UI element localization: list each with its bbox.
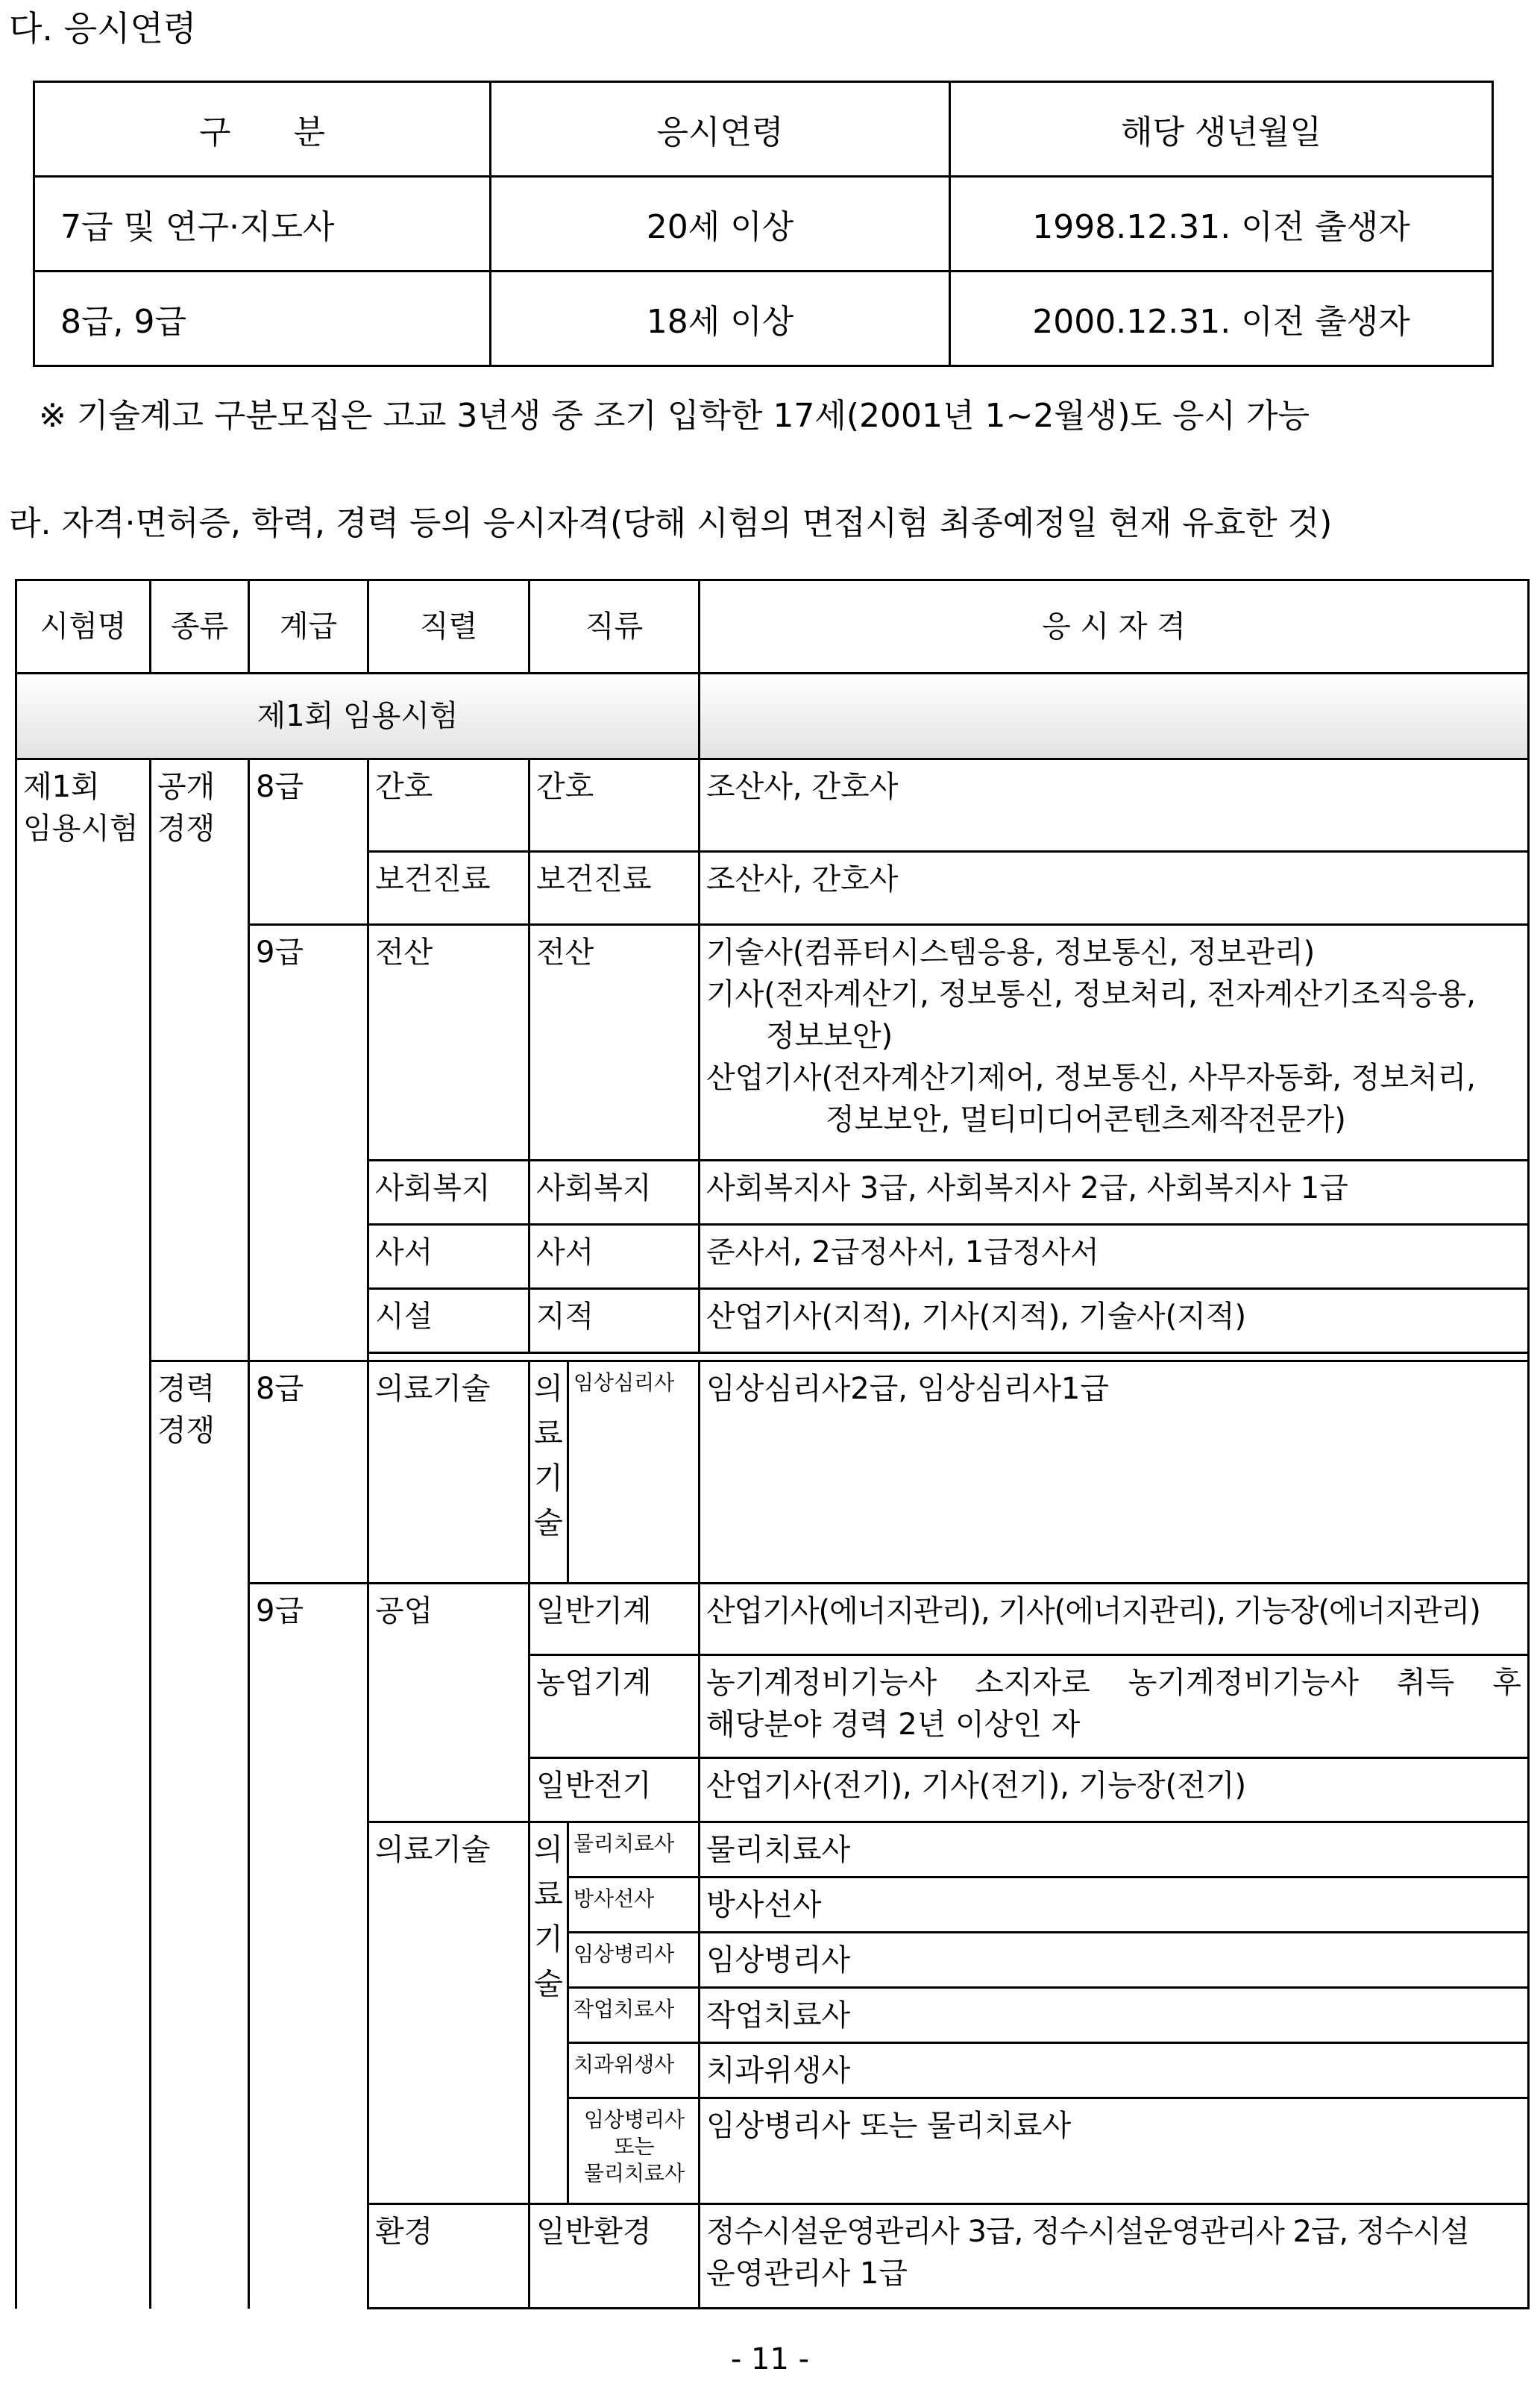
header-cell: 해당 생년월일 <box>950 82 1493 177</box>
subclass-cell: 작업치료사 <box>568 1988 700 2043</box>
grade-cell: 9급 <box>249 1584 368 2309</box>
header-cell: 응시연령 <box>491 82 950 177</box>
subclass-cell: 치과위생사 <box>568 2043 700 2098</box>
series-cell: 간호 <box>368 759 529 852</box>
series-cell: 시설 <box>368 1289 529 1353</box>
page-number: - 11 - <box>730 2342 810 2377</box>
qualification-cell: 준사서, 2급정사서, 1급정사서 <box>700 1225 1529 1289</box>
qualification-line: 운영관리사 1급 <box>706 2256 908 2291</box>
grade-cell: 7급 및 연구·지도사 <box>34 177 491 272</box>
qualification-cell <box>700 2204 1529 2309</box>
series-cell: 공업 <box>368 1584 529 1822</box>
class-cell: 사회복지 <box>529 1161 700 1225</box>
header-cell: 시험명 <box>16 580 151 674</box>
qualification-line: 기술사(컴퓨터시스템응용, 정보통신, 정보관리) <box>706 935 1316 970</box>
qualification-cell: 작업치료사 <box>700 1988 1529 2043</box>
series-cell: 환경 <box>368 2204 529 2309</box>
grade-cell: 8급 <box>249 1361 368 1584</box>
series-cell: 보건진료 <box>368 852 529 925</box>
header-cell: 구 분 <box>34 82 491 177</box>
qualification-line: 산업기사(전자계산기제어, 정보통신, 사무자동화, 정보처리, <box>706 1061 1476 1095</box>
age-table <box>33 81 1494 367</box>
class-cell: 사서 <box>529 1225 700 1289</box>
section-band-blank <box>700 674 1529 759</box>
subclass-line: 물리치료사 <box>583 2161 685 2186</box>
table-header-row <box>34 82 1493 177</box>
subclass-cell: 임상병리사 <box>568 1933 700 1988</box>
class-cell: 보건진료 <box>529 852 700 925</box>
class-cell-vertical: 의료기술 <box>529 1822 568 2204</box>
class-cell: 농업기계 <box>529 1655 700 1758</box>
qualification-table <box>15 579 1530 2309</box>
qualification-cell: 조산사, 간호사 <box>700 852 1529 925</box>
class-cell: 전산 <box>529 925 700 1161</box>
qualification-line: 정보보안) <box>766 1019 893 1053</box>
series-cell: 의료기술 <box>368 1361 529 1584</box>
qualification-cell <box>700 925 1529 1161</box>
qualification-cell: 조산사, 간호사 <box>700 759 1529 852</box>
qualification-line: 기사(전자계산기, 정보통신, 정보처리, 전자계산기조직응용, <box>706 977 1476 1011</box>
grade-cell: 8급 <box>249 759 368 925</box>
note-text: ※ 기술계고 구분모집은 고교 3년생 중 조기 입학한 17세(2001년 1~2월생)도 응시 가능 <box>39 397 1310 435</box>
qualification-line: 정보보안, 멀티미디어콘텐츠제작전문가) <box>826 1102 1346 1137</box>
class-cell-vertical: 의료기술 <box>529 1361 568 1584</box>
table-row <box>34 177 1493 272</box>
header-cell: 종류 <box>151 580 249 674</box>
qualification-cell: 치과위생사 <box>700 2043 1529 2098</box>
qualification-cell: 임상병리사 또는 물리치료사 <box>700 2098 1529 2204</box>
class-cell: 일반환경 <box>529 2204 700 2309</box>
qualification-cell: 물리치료사 <box>700 1822 1529 1877</box>
table-row <box>16 1361 1529 1584</box>
subclass-cell <box>568 2098 700 2204</box>
subclass-line: 또는 <box>614 2134 655 2159</box>
section-band-row <box>16 674 1529 759</box>
header-cell: 직렬 <box>368 580 529 674</box>
spacer-cell <box>368 1353 1529 1361</box>
heading-age: 다. 응시연령 <box>9 8 197 48</box>
age-cell: 20세 이상 <box>491 177 950 272</box>
qualification-cell: 임상병리사 <box>700 1933 1529 1988</box>
qualification-cell: 사회복지사 3급, 사회복지사 2급, 사회복지사 1급 <box>700 1161 1529 1225</box>
header-cell: 계급 <box>249 580 368 674</box>
table-row <box>16 759 1529 852</box>
qualification-cell: 임상심리사2급, 임상심리사1급 <box>700 1361 1529 1584</box>
qualification-cell: 산업기사(에너지관리), 기사(에너지관리), 기능장(에너지관리) <box>700 1584 1529 1655</box>
subclass-line: 임상병리사 <box>583 2107 685 2132</box>
section-band: 제1회 임용시험 <box>16 674 700 759</box>
subclass-cell: 물리치료사 <box>568 1822 700 1877</box>
subclass-cell: 임상심리사 <box>568 1361 700 1584</box>
series-cell: 사회복지 <box>368 1161 529 1225</box>
qualification-line: 해당분야 경력 2년 이상인 자 <box>706 1707 1081 1742</box>
heading-qualification: 라. 자격·면허증, 학력, 경력 등의 응시자격(당해 시험의 면접시험 최종예정일 현재 유효한 것) <box>9 504 1333 542</box>
age-cell: 18세 이상 <box>491 272 950 366</box>
kind-open-cell: 공개경쟁 <box>151 759 249 1361</box>
grade-cell: 9급 <box>249 925 368 1361</box>
qualification-cell: 방사선사 <box>700 1877 1529 1933</box>
qualification-line: 농기계정비기능사 소지자로 농기계정비기능사 취득 후 <box>706 1666 1521 1700</box>
class-cell: 일반기계 <box>529 1584 700 1655</box>
table-header-row <box>16 580 1529 674</box>
kind-career-cell: 경력경쟁 <box>151 1361 249 2309</box>
birthdate-cell: 1998.12.31. 이전 출생자 <box>950 177 1493 272</box>
table-row <box>34 272 1493 366</box>
qualification-cell: 산업기사(지적), 기사(지적), 기술사(지적) <box>700 1289 1529 1353</box>
grade-cell: 8급, 9급 <box>34 272 491 366</box>
qualification-cell <box>700 1655 1529 1758</box>
qualification-cell: 산업기사(전기), 기사(전기), 기능장(전기) <box>700 1758 1529 1822</box>
class-cell: 간호 <box>529 759 700 852</box>
exam-name-cell: 제1회 임용시험 <box>16 759 151 2309</box>
subclass-cell: 방사선사 <box>568 1877 700 1933</box>
class-cell: 지적 <box>529 1289 700 1353</box>
series-cell: 사서 <box>368 1225 529 1289</box>
class-cell: 일반전기 <box>529 1758 700 1822</box>
header-cell: 응 시 자 격 <box>700 580 1529 674</box>
header-cell: 직류 <box>529 580 700 674</box>
birthdate-cell: 2000.12.31. 이전 출생자 <box>950 272 1493 366</box>
series-cell: 전산 <box>368 925 529 1161</box>
series-cell: 의료기술 <box>368 1822 529 2204</box>
qualification-line: 정수시설운영관리사 3급, 정수시설운영관리사 2급, 정수시설 <box>706 2215 1469 2249</box>
